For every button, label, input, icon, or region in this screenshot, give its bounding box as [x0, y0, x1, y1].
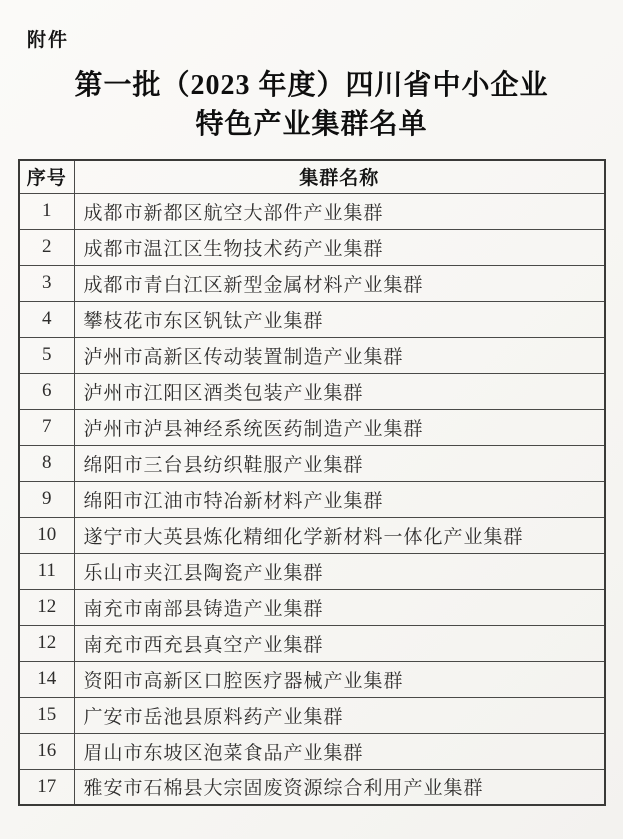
- row-serial-number: 7: [19, 409, 74, 445]
- row-serial-number: 12: [19, 625, 74, 661]
- row-serial-number: 4: [19, 301, 74, 337]
- row-serial-number: 1: [19, 193, 74, 229]
- row-cluster-name: 攀枝花市东区钒钛产业集群: [74, 301, 605, 337]
- row-cluster-name: 广安市岳池县原料药产业集群: [74, 697, 605, 733]
- row-cluster-name: 资阳市高新区口腔医疗器械产业集群: [74, 661, 605, 697]
- row-cluster-name: 成都市青白江区新型金属材料产业集群: [74, 265, 605, 301]
- table-row: [19, 193, 605, 229]
- table-body: [19, 193, 605, 805]
- table-header-row: [19, 160, 605, 193]
- row-serial-number: 10: [19, 517, 74, 553]
- table-row: [19, 337, 605, 373]
- cluster-table: [18, 159, 606, 806]
- table-row: [19, 625, 605, 661]
- row-serial-number: 3: [19, 265, 74, 301]
- table-row: [19, 769, 605, 805]
- table-row: [19, 697, 605, 733]
- header-serial-number: 序号: [19, 160, 74, 193]
- table-row: [19, 229, 605, 265]
- table-row: [19, 553, 605, 589]
- row-serial-number: 6: [19, 373, 74, 409]
- row-cluster-name: 雅安市石棉县大宗固废资源综合利用产业集群: [74, 769, 605, 805]
- row-cluster-name: 泸州市泸县神经系统医药制造产业集群: [74, 409, 605, 445]
- row-serial-number: 9: [19, 481, 74, 517]
- document-title-line1: 第一批（2023 年度）四川省中小企业: [74, 70, 549, 101]
- row-cluster-name: 成都市新都区航空大部件产业集群: [74, 193, 605, 229]
- document-title: [0, 66, 623, 144]
- table-row: [19, 445, 605, 481]
- row-cluster-name: 绵阳市江油市特冶新材料产业集群: [74, 481, 605, 517]
- row-serial-number: 8: [19, 445, 74, 481]
- table-row: [19, 481, 605, 517]
- table-row: [19, 589, 605, 625]
- table-row: [19, 661, 605, 697]
- row-serial-number: 17: [19, 769, 74, 805]
- table-row: [19, 733, 605, 769]
- row-cluster-name: 眉山市东坡区泡菜食品产业集群: [74, 733, 605, 769]
- row-serial-number: 16: [19, 733, 74, 769]
- table-row: [19, 373, 605, 409]
- table-row: [19, 517, 605, 553]
- row-serial-number: 14: [19, 661, 74, 697]
- table-row: [19, 265, 605, 301]
- row-cluster-name: 南充市西充县真空产业集群: [74, 625, 605, 661]
- attachment-label: 附件: [27, 30, 70, 51]
- row-serial-number: 12: [19, 589, 74, 625]
- row-cluster-name: 绵阳市三台县纺织鞋服产业集群: [74, 445, 605, 481]
- row-cluster-name: 南充市南部县铸造产业集群: [74, 589, 605, 625]
- row-serial-number: 2: [19, 229, 74, 265]
- row-serial-number: 11: [19, 553, 74, 589]
- row-cluster-name: 乐山市夹江县陶瓷产业集群: [74, 553, 605, 589]
- header-cluster-name: 集群名称: [74, 160, 605, 193]
- row-cluster-name: 泸州市江阳区酒类包装产业集群: [74, 373, 605, 409]
- row-cluster-name: 遂宁市大英县炼化精细化学新材料一体化产业集群: [74, 517, 605, 553]
- table-row: [19, 409, 605, 445]
- document-title-line2: 特色产业集群名单: [195, 109, 428, 140]
- table-row: [19, 301, 605, 337]
- row-serial-number: 15: [19, 697, 74, 733]
- row-serial-number: 5: [19, 337, 74, 373]
- row-cluster-name: 成都市温江区生物技术药产业集群: [74, 229, 605, 265]
- row-cluster-name: 泸州市高新区传动装置制造产业集群: [74, 337, 605, 373]
